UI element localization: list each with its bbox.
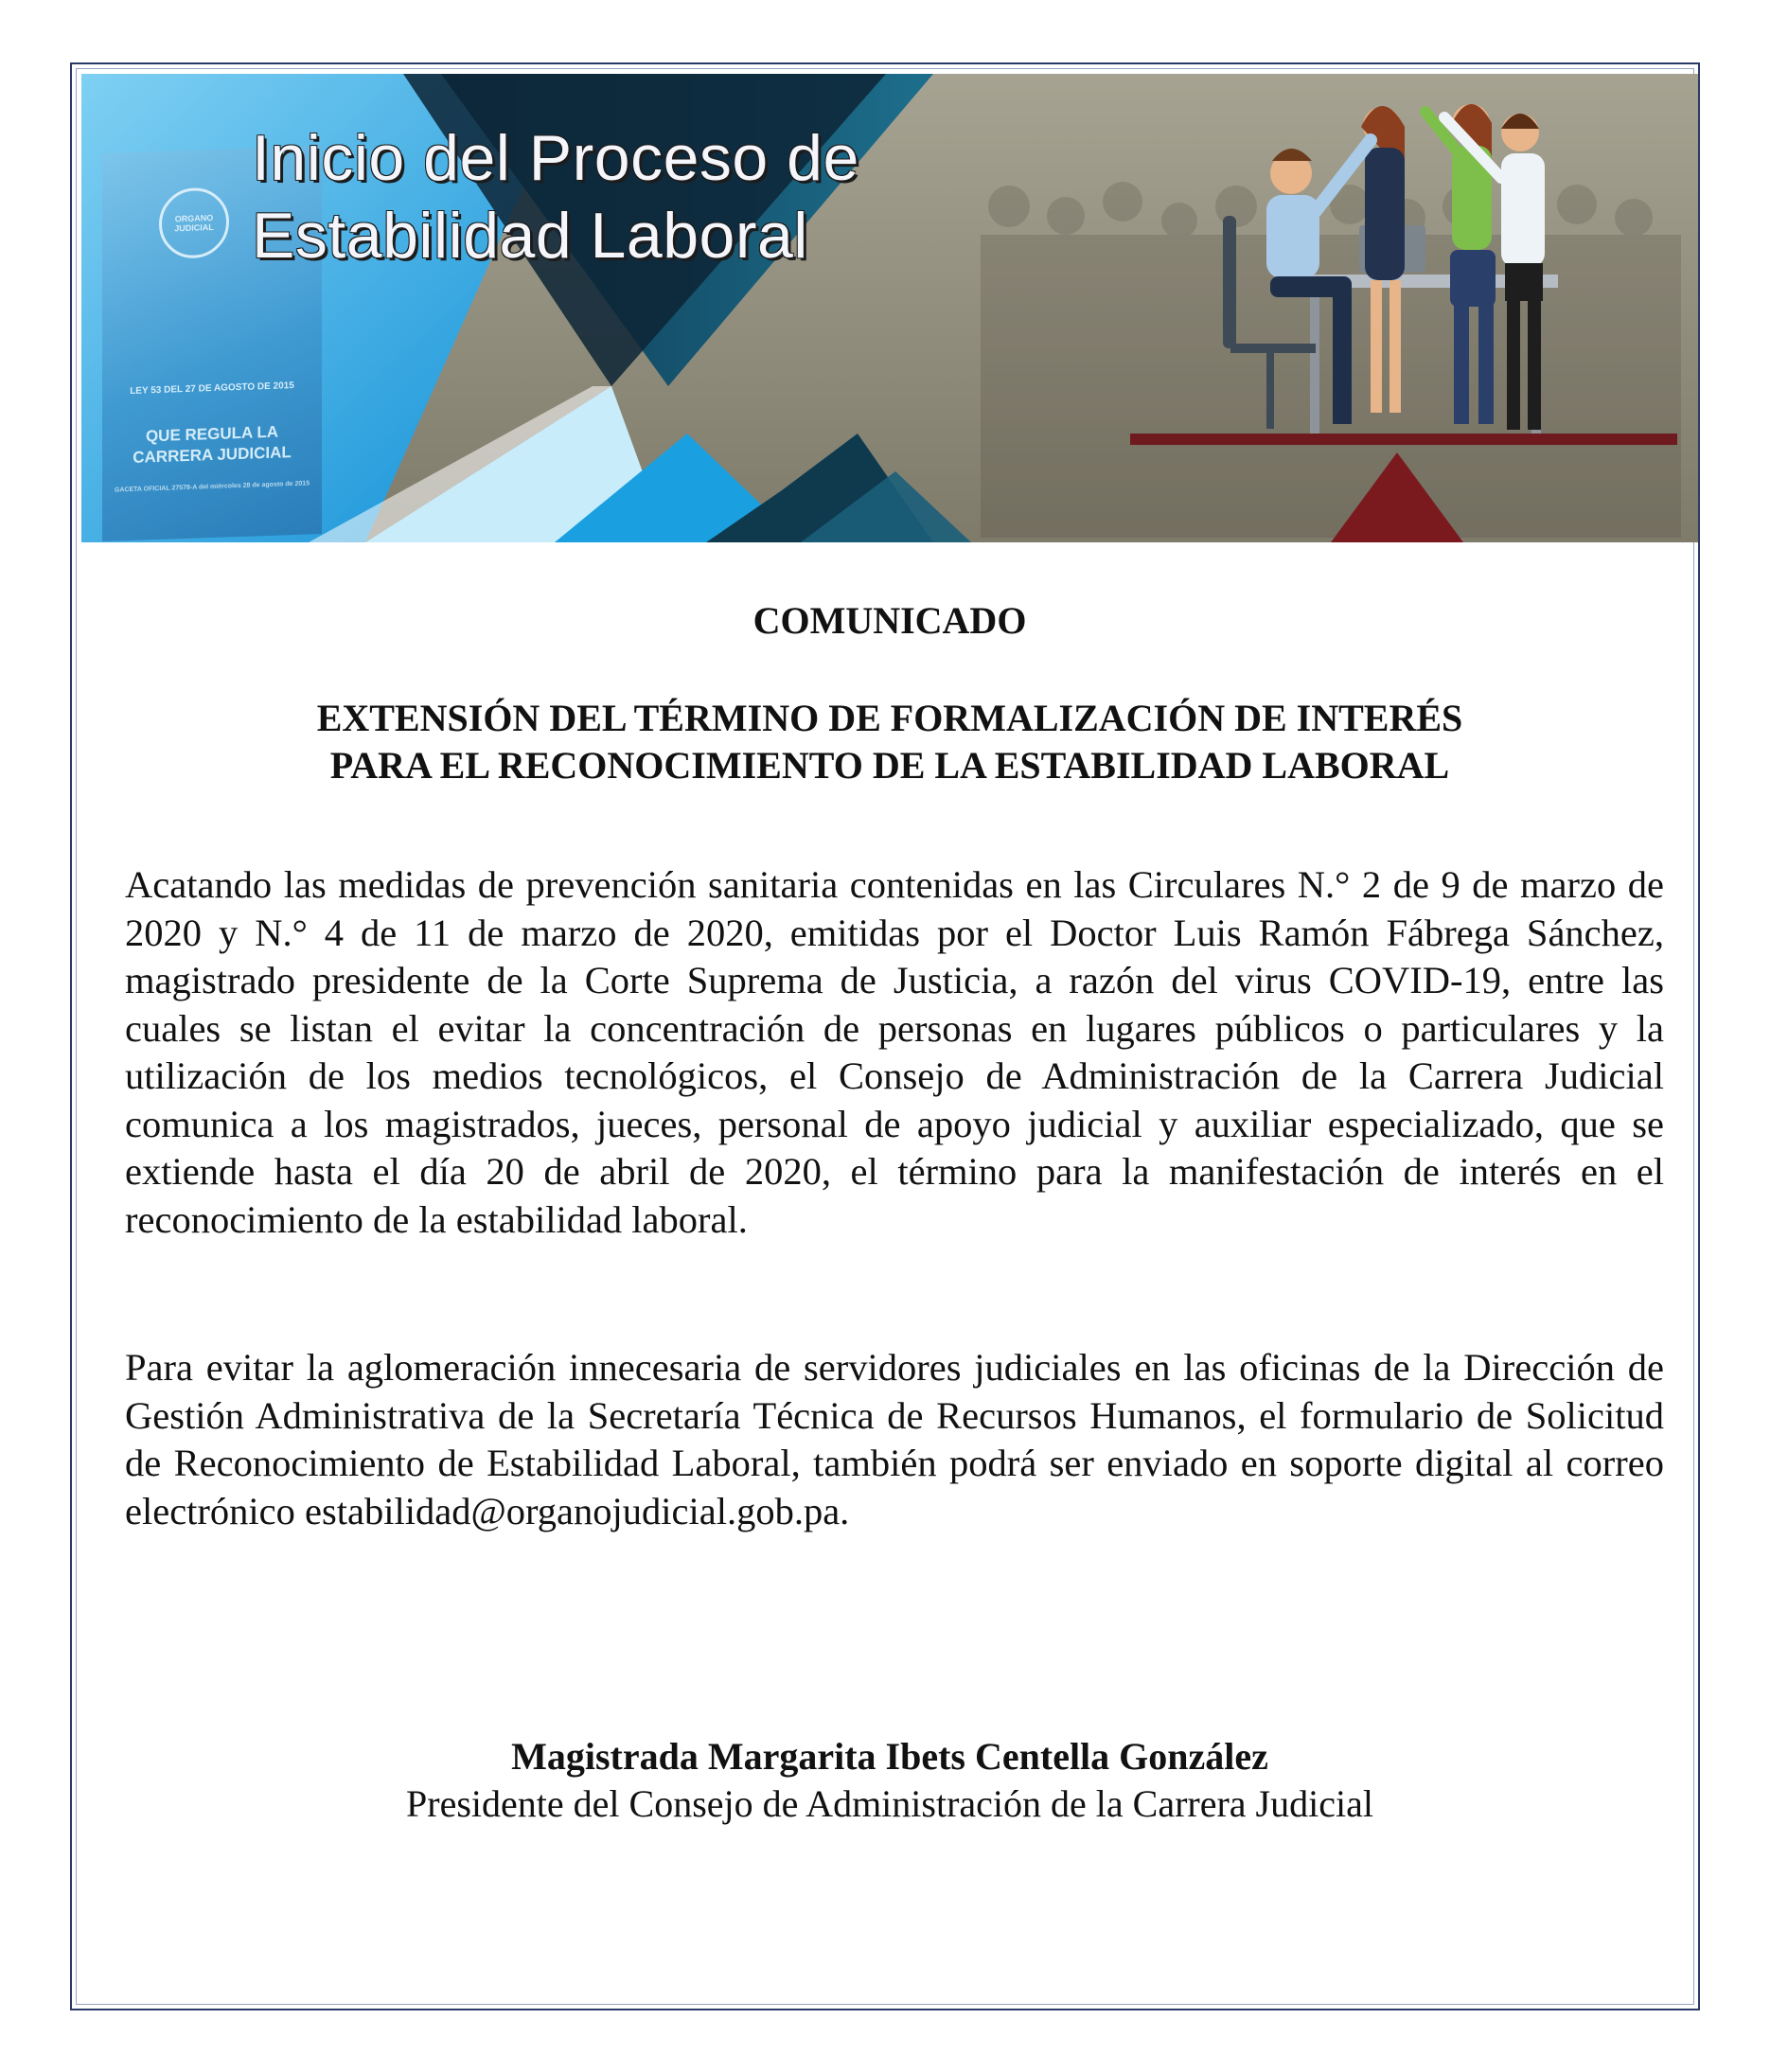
person-woman-1	[1365, 148, 1405, 280]
document-subject	[81, 695, 1698, 789]
header-banner	[81, 74, 1698, 542]
banner-title	[252, 119, 859, 274]
signature-title: Presidente del Consejo de Administración de la Carrera Judicial	[406, 1782, 1373, 1825]
document-heading: COMUNICADO	[752, 599, 1027, 642]
book-law-reference: LEY 53 DEL 27 DE AGOSTO DE 2015	[130, 380, 294, 398]
signature-name: Magistrada Margarita Ibets Centella González	[511, 1735, 1268, 1778]
body-paragraph-2: Para evitar la aglomeración innecesaria de servidores judiciales en las oficinas de la Dirección de Gestión Administrativa de la Secretaría Técnica de Recursos Humanos, el formulario de Solicitud de Reconocimiento de Estabilidad Laboral, también podrá ser enviado en soporte digital al correo electrónico estabilidad@organojudicial.gob.pa.	[125, 1346, 1664, 1532]
subject-line-2: PARA EL RECONOCIMIENTO DE LA ESTABILIDAD LABORAL	[329, 744, 1450, 787]
book-gazette-note: GACETA OFICIAL 27578-A del miércoles 28 de agosto de 2015	[114, 480, 310, 494]
crowd-silhouettes	[981, 182, 1681, 538]
chair	[1223, 216, 1236, 348]
banner-title-line1: Inicio del Proceso de	[252, 122, 859, 194]
book-title: QUE REGULA LA CARRERA JUDICIAL	[133, 422, 292, 467]
organo-judicial-seal: ORGANO JUDICIAL	[159, 186, 229, 259]
balance-beam	[1130, 434, 1677, 445]
subject-line-1: EXTENSIÓN DEL TÉRMINO DE FORMALIZACIÓN DE INTERÉS	[316, 697, 1463, 739]
banner-title-line2: Estabilidad Laboral	[252, 200, 808, 272]
person-man	[1501, 153, 1545, 267]
body-paragraph-1: Acatando las medidas de prevención sanitaria contenidas en las Circulares N.° 2 de 9 de marzo de 2020 y N.° 4 de 11 de marzo de 2020, emitidas por el Doctor Luis Ramón Fábrega Sánchez, magistrado presidente de la Corte Suprema de Justicia, a razón del virus COVID-19, entre las cuales se listan el evitar la concentración de personas en lugares públicos o particulares y la utilización de los medios tecnológicos, el Consejo de Administración de la Carrera Judicial comunica a los magistrados, jueces, personal de apoyo judicial y auxiliar especializado, que se extiende hasta el día 20 de abril de 2020, el término para la manifestación de interés en el reconocimiento de la estabilidad laboral.	[125, 863, 1664, 1241]
